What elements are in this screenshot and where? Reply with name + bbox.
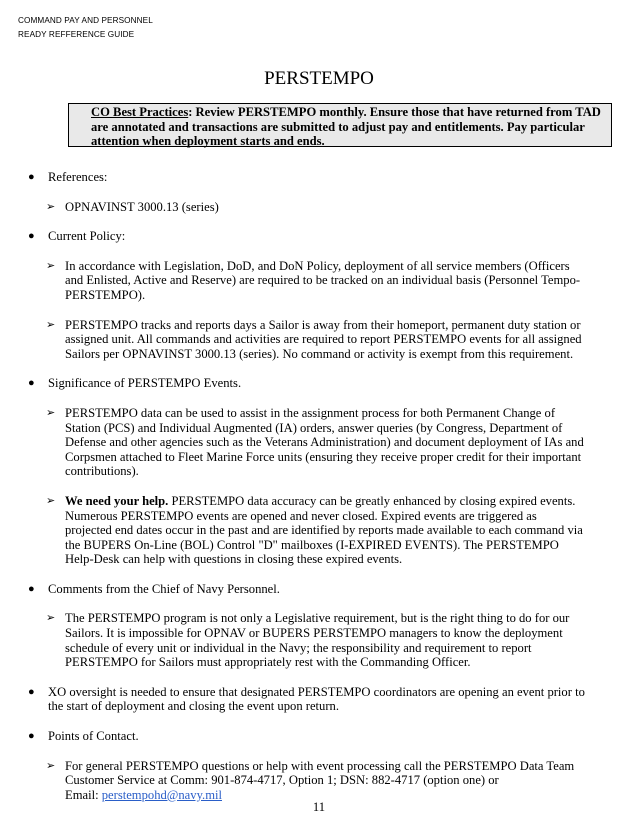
header-line-2: READY REFFERENCE GUIDE [18,30,135,39]
arrow-bullet-icon: ➢ [46,318,56,331]
bullet-current-policy [28,229,586,244]
contacts-text: For general PERSTEMPO questions or help with event processing call the PERSTEMPO Data Team Customer Service at Comm: 901-874-4717, Option 1; DSN: 882-4717 (option one) or [65,758,575,788]
arrow-bullet-icon: ➢ [46,494,56,507]
bullet-contacts [28,729,586,744]
sub-bullet-reference [28,200,586,215]
page-title: PERSTEMPO [264,68,374,89]
best-practices-box [68,103,612,147]
sub-bullet-comments [28,611,586,669]
sub-bullet-contacts [28,759,586,803]
bullet-icon: ● [28,582,35,595]
bullet-references [28,170,586,185]
comments-heading: Comments from the Chief of Navy Personnel. [48,581,280,596]
help-emphasis: We need your help. [65,493,169,508]
bullet-icon: ● [28,171,35,183]
sub-bullet-significance-1 [28,406,586,479]
arrow-bullet-icon: ➢ [46,200,56,213]
arrow-bullet-icon: ➢ [46,612,56,625]
reference-item: OPNAVINST 3000.13 (series) [65,199,219,214]
xo-oversight-text: XO oversight is needed to ensure that designated PERSTEMPO coordinators are opening an event prior to the start of deployment and closing the event upon return. [48,684,585,714]
bullet-xo-oversight [28,685,586,714]
bullet-comments [28,582,586,597]
best-practices-body: : Review PERSTEMPO monthly. Ensure those that have returned from TAD are annotated and transactions are submitted to adjust pay and entitlements. Pay particular attention when deployment starts and ends. [91,105,601,149]
bullet-significance [28,376,586,391]
bullet-icon: ● [28,730,35,743]
best-practices-label: CO Best Practices [91,105,189,119]
sub-bullet-policy-2 [28,318,586,362]
significance-item: PERSTEMPO data can be used to assist in the assignment process for both Permanent Change of Station (PCS) and Individual Augmented (IA) orders, answer queries (by Congress, Department of Defense and other agencies such as the Veterans Administration) and document deployment of IAs and Corpsmen attached to Fleet Marine Force units (ensuring they receive proper credit for their important contributions). [65,405,584,479]
running-header [18,14,153,42]
document-body [28,170,586,817]
arrow-bullet-icon: ➢ [46,759,56,772]
arrow-bullet-icon: ➢ [46,406,56,419]
email-link[interactable]: perstempohd@navy.mil [101,787,222,802]
bullet-icon: ● [28,230,35,243]
policy-item: PERSTEMPO tracks and reports days a Sailor is away from their homeport, permanent duty station or assigned unit. All commands and activities are required to report PERSTEMPO events for all assigned Sailors per OPNAVINST 3000.13 (series). No command or activity is exempt from this requirement. [65,317,582,361]
sub-bullet-significance-2 [28,494,586,567]
email-label: Email: [65,787,102,802]
best-practices-text [91,105,603,149]
current-policy-heading: Current Policy: [48,229,126,244]
policy-item: In accordance with Legislation, DoD, and DoN Policy, deployment of all service members (Officers and Enlisted, Active and Reserve) are required to be tracked on an individual basis (Personnel Tempo-PERSTEMPO). [65,258,581,302]
comments-item: The PERSTEMPO program is not only a Legislative requirement, but is the right thing to do for our Sailors. It is impossible for OPNAV or BUPERS PERSTEMPO managers to know the deployment schedule of every unit or individual in the Navy; the responsibility and requirement to report PERSTEMPO for Sailors must appropriately rest with the Commanding Officer. [65,611,570,670]
header-line-1: COMMAND PAY AND PERSONNEL [18,16,153,25]
significance-item: PERSTEMPO data accuracy can be greatly enhanced by closing expired events. Numerous PERSTEMPO events are opened and never closed. Expired events are triggered as projected end dates occur in the past and are identified by reports made available to each command via the BUPERS On-Line (BOL) Control "D" mailboxes (I-EXPIRED EVENTS). The PERSTEMPO Help-Desk can help with questions in closing these expired events. [65,493,583,567]
bullet-icon: ● [28,377,35,390]
page-number: 11 [312,800,326,814]
contacts-heading: Points of Contact. [48,729,139,744]
sub-bullet-policy-1 [28,259,586,303]
bullet-icon: ● [28,685,35,698]
arrow-bullet-icon: ➢ [46,259,56,272]
significance-heading: Significance of PERSTEMPO Events. [48,376,242,391]
references-heading: References: [48,170,108,184]
